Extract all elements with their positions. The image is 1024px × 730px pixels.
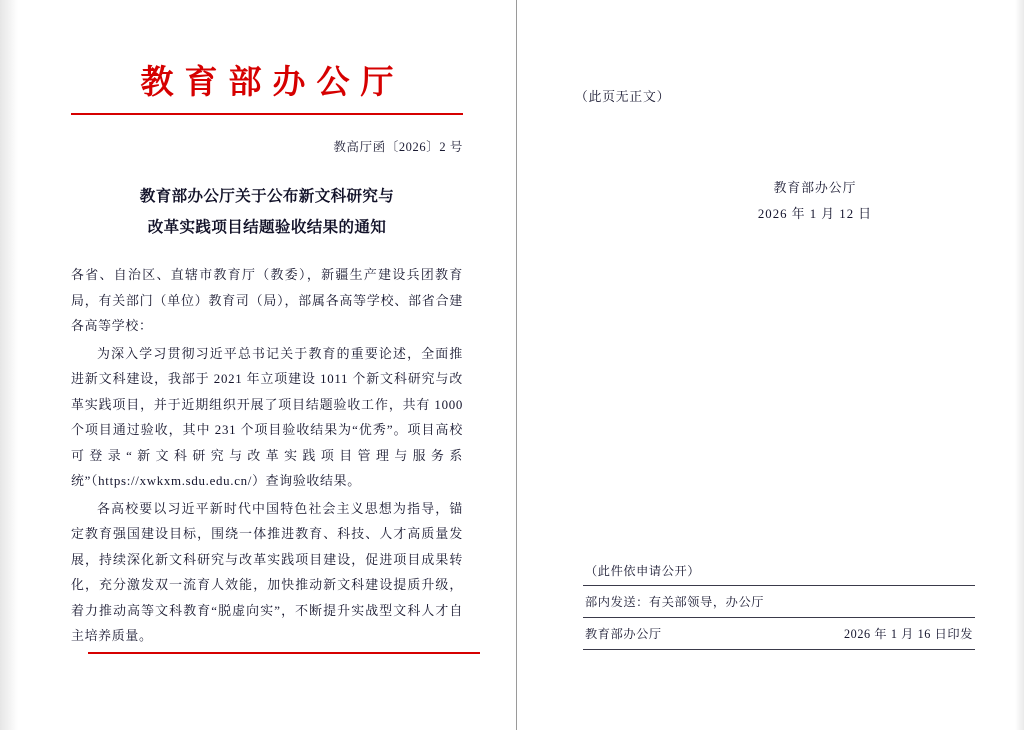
internal-distribution: 部内发送：有关部领导，办公厅 (585, 595, 765, 609)
footer-divider-bottom (583, 649, 975, 650)
footer-issuer: 教育部办公厅 (585, 627, 662, 641)
signature-date: 2026 年 1 月 12 日 (757, 207, 873, 221)
signature-organization: 教育部办公厅 (773, 181, 857, 195)
footer-issuer-row (583, 618, 975, 649)
document-title (87, 181, 447, 243)
letterhead-title: 教育部办公厅 (140, 65, 405, 101)
letterhead (71, 62, 463, 115)
no-body-note: （此页无正文） (575, 90, 671, 104)
document-body (71, 263, 463, 650)
footer-rule (88, 652, 480, 654)
document-page-left (18, 0, 517, 730)
document-footer-block (583, 562, 975, 650)
footer-print-date: 2026 年 1 月 16 日印发 (843, 627, 973, 641)
addressee-paragraph: 各省、自治区、直辖市教育厅（教委），新疆生产建设兵团教育局，有关部门（单位）教育司（局），部属各高等学校、部省合建各高等学校： (71, 268, 463, 333)
body-paragraph-1: 为深入学习贯彻习近平总书记关于教育的重要论述，全面推进新文科建设，我部于 2021 年立项建设 1011 个新文科研究与改革实践项目，并于近期组织开展了项目结题验收工作，共有 1000 个项目通过验收，其中 231 个项目验收结果为“优秀”。项目高校可登录“新文科研究与改革实践项目管理与服务系统”（https://xwkxm.sdu.edu.cn/）查询验收结果。 (71, 346, 463, 488)
page-gutter-left (0, 0, 18, 730)
page-gutter-right (1015, 0, 1024, 730)
signature-block (700, 175, 930, 227)
disclosure-note: （此件依申请公开） (585, 564, 701, 578)
letterhead-rule (71, 113, 463, 115)
document-title-line-2: 改革实践项目结题验收结果的通知 (147, 219, 387, 236)
body-paragraph-2: 各高校要以习近平新时代中国特色社会主义思想为指导，锚定教育强国建设目标，围绕一体推进教育、科技、人才高质量发展，持续深化新文科研究与改革实践项目建设，促进项目成果转化，充分激发双一流育人效能，加快推动新文科建设提质升级，着力推动高等文科教育“脱虚向实”，不断提升实战型文科人才自主培养质量。 (71, 501, 463, 643)
document-number: 教高厅函〔2026〕2 号 (333, 140, 463, 154)
document-title-line-1: 教育部办公厅关于公布新文科研究与 (139, 188, 395, 205)
